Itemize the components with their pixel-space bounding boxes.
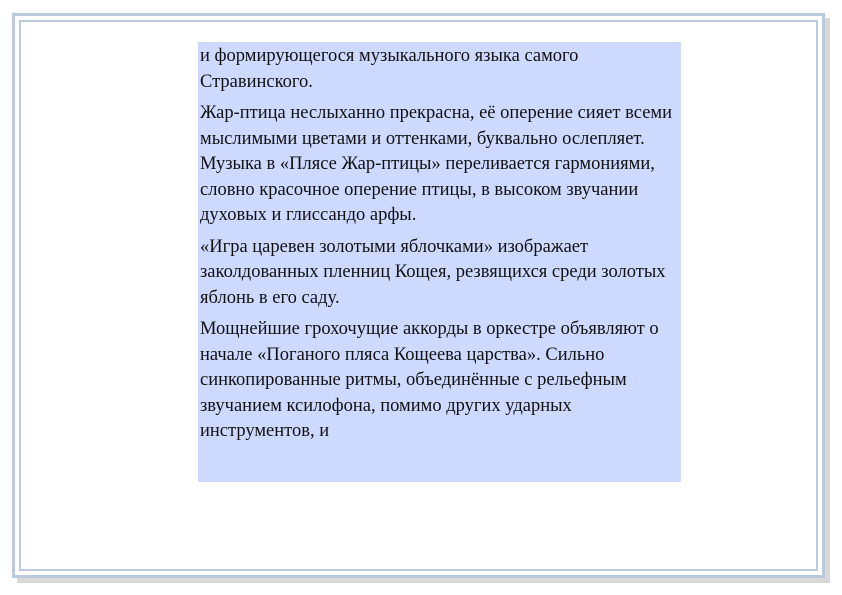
paragraph-3: «Игра царевен золотыми яблочками» изображает заколдованных пленниц Кощея, резвящихся среди золотых яблонь в его саду. — [200, 236, 666, 308]
paragraph-2: Жар-птица неслыханно прекрасна, её оперение сияет всеми мыслимыми цветами и оттенками, буквально ослепляет. Музыка в «Плясе Жар-птицы» переливается гармониями, словно красочное оперение птицы, в высоком звучании духовых и глиссандо арфы. — [200, 103, 673, 225]
paragraph-1: и формирующегося музыкального языка самого Стравинского. — [200, 46, 579, 92]
text-block — [198, 42, 681, 482]
paragraph-4: Мощнейшие грохочущие аккорды в оркестре объявляют о начале «Поганого пляса Кощеева царства». Сильно синкопированные ритмы, объединённые с рельефным звучанием ксилофона, помимо других ударных инструментов, и — [200, 319, 659, 441]
